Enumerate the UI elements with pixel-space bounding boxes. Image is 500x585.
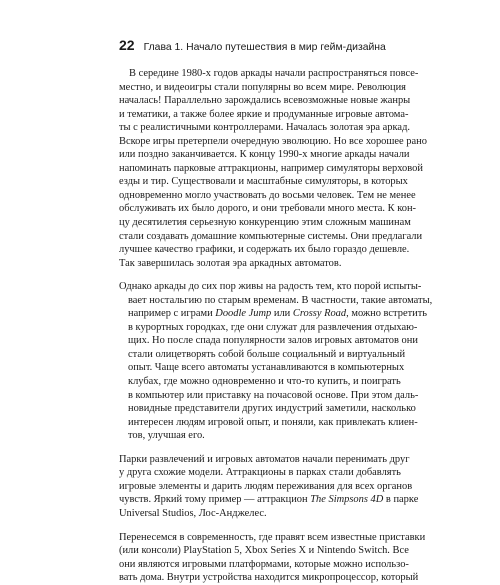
text-line: интересен людям игровой опыт, и поняли, как привлекать клиен- [128, 416, 418, 428]
title-italic: Doodle Jump [215, 308, 272, 320]
text-line: Парки развлечений и игровых автоматов начали перенимать друг [119, 453, 410, 465]
text-line: местно, и видеоигры стали популярны во всем мире. Революция [119, 81, 406, 93]
text-line [119, 493, 419, 507]
text-line: ты с реалистичными контроллерами. Началась золотая эра аркад. [119, 122, 410, 134]
text-line: обслуживать их было дорого, и они требовали много места. К кон- [119, 203, 417, 215]
paragraph [119, 67, 427, 270]
text-segment: в парке [383, 494, 419, 506]
running-head [119, 37, 386, 55]
text-line: тов, улучшая его. [128, 430, 205, 442]
text-segment: или [271, 308, 293, 320]
text-line: или поздно заканчивается. К концу 1990-х многие аркады начали [119, 149, 410, 161]
text-line [119, 307, 428, 321]
title-italic: Crossy Road [292, 308, 347, 320]
text-line: у друга схожие модели. Аттракционы в парках стали добавлять [119, 467, 401, 479]
text-line: в компьютер или приставку на почасовой основе. При этом даль- [128, 389, 419, 401]
text-line: началась! Параллельно зарождались всевозможные новые жанры [119, 95, 411, 107]
text-line: опыт. Чаще всего автоматы устанавливаются в компьютерных [128, 362, 405, 374]
text-line: и тематики, а также более яркие и продуманные игровые автома- [119, 108, 409, 120]
paragraph [119, 280, 433, 443]
text-line: они являются игровыми платформами, которые можно использо- [119, 558, 409, 570]
text-line: лучшее качество графики, и содержать их было гораздо дешевле. [119, 244, 410, 256]
text-line: стали олицетворять собой больше социальный и виртуальный [128, 348, 406, 360]
text-line: одновременно могло участвовать до восьми человек. Тем не менее [119, 189, 416, 201]
text-line: Так завершилась золотая эра аркадных автоматов. [119, 257, 342, 269]
text-line: езды и тир. Существовали и масштабные симуляторы, в которых [119, 176, 408, 188]
text-line: вает ностальгию по старым временам. В частности, такие автоматы, [128, 294, 433, 306]
body-text [119, 67, 433, 585]
text-line: Перенесемся в современность, где правят всем известные приставки [119, 531, 426, 543]
text-line: игровые элементы и дарить людям переживания для всех органов [119, 480, 413, 492]
text-line: В середине 1980-х годов аркады начали распространяться повсе- [129, 68, 419, 79]
text-line: Universal Studios, Лос-Анджелес. [119, 507, 267, 519]
text-line: вать дома. Внутри устройства находится микропроцессор, который [119, 572, 419, 584]
chapter-title: Глава 1. Начало путешествия в мир гейм-дизайна [143, 42, 386, 53]
title-italic: The Simpsons 4D [310, 494, 384, 506]
text-line: щих. Но после спада популярности залов игровых автоматов они [128, 335, 418, 347]
text-line: клубах, где можно одновременно и что-то купить, и поиграть [128, 376, 401, 388]
text-line: стали создавать домашние компьютерные системы. Они предлагали [119, 230, 423, 242]
text-segment: чувств. Яркий тому пример — аттракцион [119, 494, 311, 506]
page-number: 22 [119, 37, 135, 53]
paragraph [119, 453, 419, 521]
text-segment: например с играми [128, 308, 216, 320]
text-line: (или консоли) PlayStation 5, Xbox Series X и Nintendo Switch. Все [119, 545, 409, 557]
text-line: Вскоре игры претерпели очередную эволюцию. Но все хорошее рано [119, 135, 427, 147]
text-segment: , можно встретить [346, 308, 428, 320]
text-line: цу десятилетия серьезную конкуренцию этим сложным машинам [119, 217, 411, 229]
text-line: Однако аркады до сих пор живы на радость тем, кто порой испыты- [119, 281, 422, 293]
text-line: в курортных городках, где они служат для развлечения отдыхаю- [128, 321, 418, 333]
text-line: новидные представители других индустрий заметили, насколько [128, 403, 416, 415]
paragraph [119, 531, 426, 585]
text-line: напоминать парковые аттракционы, например симуляторы верховой [119, 162, 423, 174]
